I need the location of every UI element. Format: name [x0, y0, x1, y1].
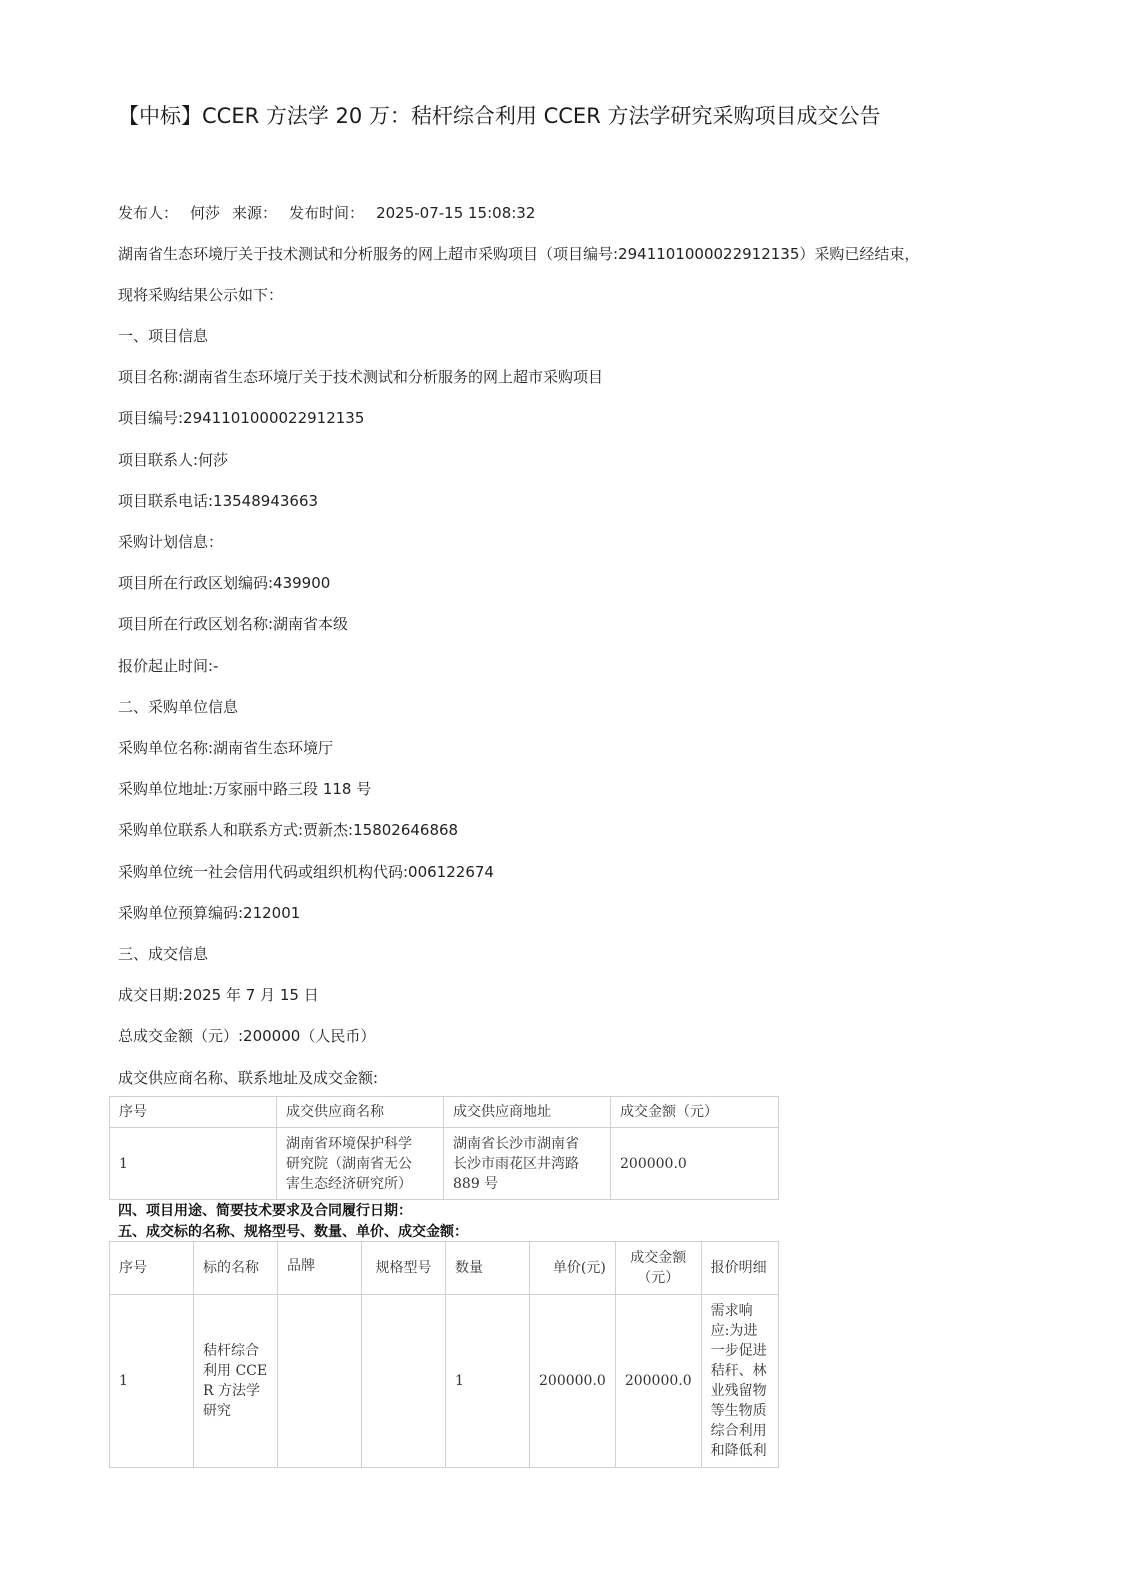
header-cell: 品牌 — [278, 1242, 362, 1295]
time-label: 发布时间： — [289, 204, 365, 222]
header-cell: 成交金额（元） — [611, 1097, 779, 1128]
header-cell: 规格型号 — [362, 1242, 446, 1295]
page-title: 【中标】CCER 方法学 20 万：秸杆综合利用 CCER 方法学研究采购项目成交公告 — [118, 104, 881, 128]
supplier-table — [109, 1096, 779, 1200]
intro-line: 湖南省生态环境厅关于技术测试和分析服务的网上超市采购项目（项目编号:2941101000022912135）采购已经结束， — [118, 245, 920, 263]
cell: 需求响 应:为进 一步促进 秸秆、林 业残留物 等生物质 综合利用 和降低利 — [701, 1295, 778, 1468]
cell — [362, 1295, 446, 1468]
info-line: 一、项目信息 — [118, 327, 209, 345]
table-header-row — [110, 1097, 779, 1128]
header-cell: 序号 — [110, 1242, 194, 1295]
info-line: 采购单位统一社会信用代码或组织机构代码:006122674 — [118, 862, 494, 881]
publish-time: 2025-07-15 15:08:32 — [376, 204, 536, 222]
info-line: 项目名称:湖南省生态环境厅关于技术测试和分析服务的网上超市采购项目 — [118, 368, 604, 387]
info-line: 采购单位地址:万家丽中路三段 118 号 — [118, 780, 372, 799]
info-line: 总成交金额（元）:200000（人民币） — [118, 1027, 376, 1046]
publisher: 何莎 — [190, 204, 221, 222]
table-row — [110, 1128, 779, 1200]
publish-meta — [118, 202, 547, 223]
header-cell: 数量 — [446, 1242, 530, 1295]
table-row — [110, 1295, 779, 1468]
info-line: 项目联系人:何莎 — [118, 450, 229, 469]
table-header-row — [110, 1242, 779, 1295]
cell: 秸杆综合 利用 CCE R 方法学 研究 — [194, 1295, 278, 1468]
header-cell: 序号 — [110, 1097, 277, 1128]
info-line: 项目联系电话:13548943663 — [118, 491, 319, 510]
cell: 1 — [110, 1128, 277, 1200]
cell: 200000.0 — [615, 1295, 701, 1468]
publisher-label: 发布人： — [118, 204, 179, 222]
info-line: 采购计划信息： — [118, 533, 224, 551]
cell: 1 — [446, 1295, 530, 1468]
cell: 湖南省长沙市湖南省 长沙市雨花区井湾路 889 号 — [444, 1128, 611, 1200]
info-line: 项目所在行政区划名称:湖南省本级 — [118, 615, 349, 634]
info-line: 成交供应商名称、联系地址及成交金额: — [118, 1068, 379, 1087]
cell — [278, 1295, 362, 1468]
header-cell: 标的名称 — [194, 1242, 278, 1295]
intro-line: 现将采购结果公示如下： — [118, 286, 284, 304]
info-line: 项目编号:2941101000022912135 — [118, 409, 365, 428]
header-cell: 报价明细 — [701, 1242, 778, 1295]
cell: 湖南省环境保护科学 研究院（湖南省无公 害生态经济研究所） — [277, 1128, 444, 1200]
cell: 200000.0 — [530, 1295, 616, 1468]
header-cell: 成交金额 （元） — [615, 1242, 701, 1295]
info-line: 采购单位预算编码:212001 — [118, 903, 301, 922]
header-cell: 成交供应商地址 — [444, 1097, 611, 1128]
header-cell: 成交供应商名称 — [277, 1097, 444, 1128]
info-line: 三、成交信息 — [118, 945, 209, 963]
item-table — [109, 1241, 779, 1468]
section-4-heading: 四、项目用途、简要技术要求及合同履行日期： — [118, 1203, 412, 1219]
info-line: 采购单位联系人和联系方式:贾新杰:15802646868 — [118, 821, 459, 840]
info-line: 成交日期:2025 年 7 月 15 日 — [118, 986, 319, 1005]
cell: 1 — [110, 1295, 194, 1468]
info-line: 二、采购单位信息 — [118, 697, 239, 716]
info-line: 报价起止时间:- — [118, 656, 219, 675]
cell: 200000.0 — [611, 1128, 779, 1200]
header-cell: 单价(元) — [530, 1242, 616, 1295]
info-line: 采购单位名称:湖南省生态环境厅 — [118, 739, 334, 757]
info-line: 项目所在行政区划编码:439900 — [118, 574, 331, 593]
source-label: 来源： — [232, 204, 278, 222]
section-5-heading: 五、成交标的名称、规格型号、数量、单价、成交金额： — [118, 1224, 468, 1240]
